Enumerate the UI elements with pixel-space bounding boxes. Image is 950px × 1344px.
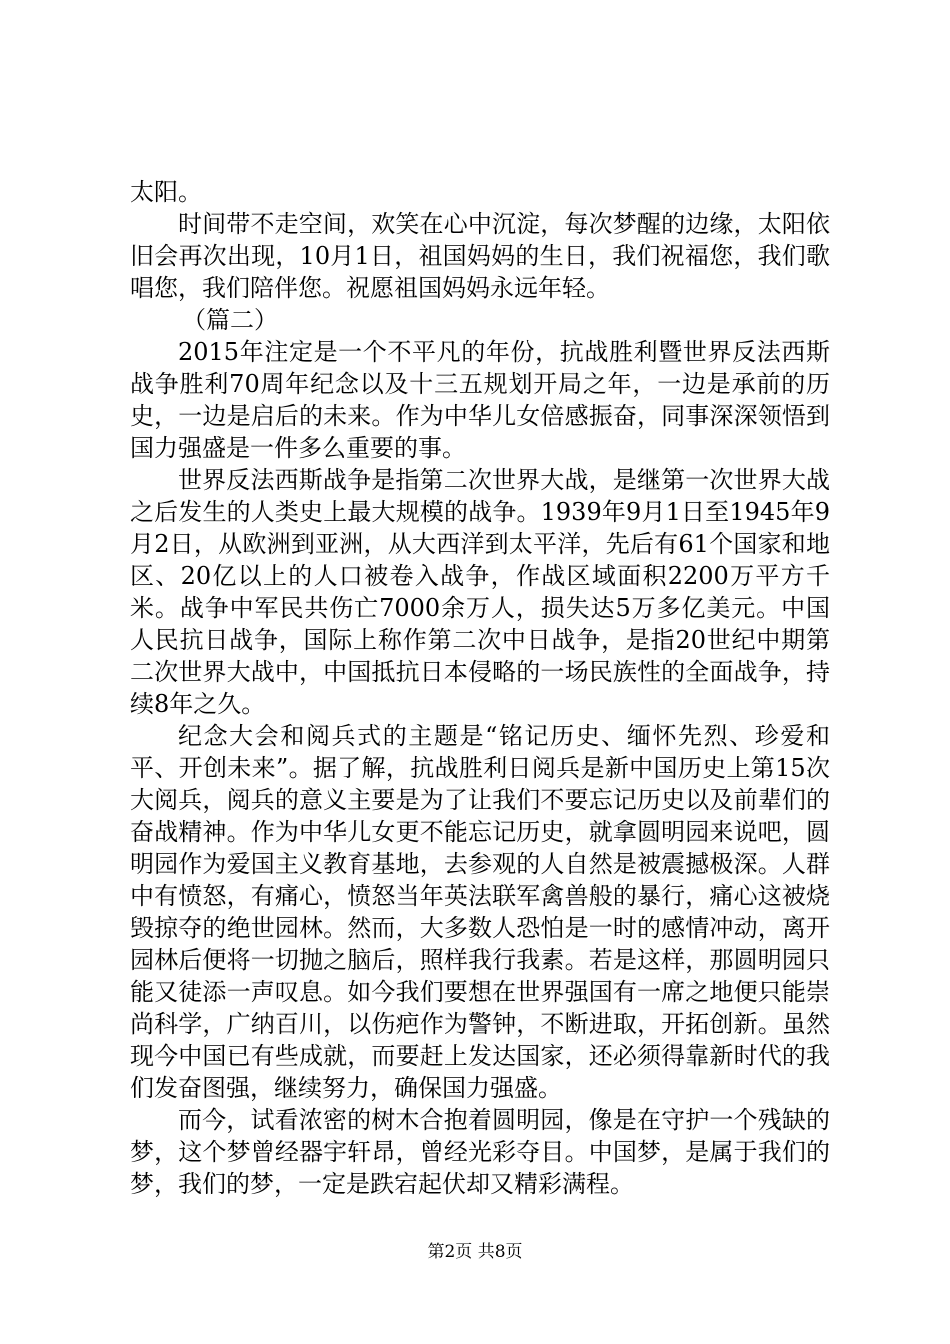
page-number-footer: 第2页 共8页 [427, 1242, 523, 1262]
document-body [130, 176, 830, 1200]
paragraph-parade: 纪念大会和阅兵式的主题是“铭记历史、缅怀先烈、珍爱和平、开创未来”。据了解，抗战胜利日阅兵是新中国历史上第15次大阅兵，阅兵的意义主要是为了让我们不要忘记历史以及前辈们的奋战精神。作为中华儿女更不能忘记历史，就拿圆明园来说吧，圆明园作为爱国主义教育基地，去参观的人自然是被震撼极深。人群中有愤怒，有痛心，愤怒当年英法联军禽兽般的暴行，痛心这被烧毁掠夺的绝世园林。然而，大多数人恐怕是一时的感情冲动，离开园林后便将一切抛之脑后，照样我行我素。若是这样，那圆明园只能又徒添一声叹息。如今我们要想在世界强国有一席之地便只能崇尚科学，广纳百川，以伤疤作为警钟，不断进取，开拓创新。虽然现今中国已有些成就，而要赶上发达国家，还必须得靠新时代的我们发奋图强，继续努力，确保国力强盛。 [130, 722, 830, 1102]
paragraph-continuation: 太阳。 [130, 178, 202, 206]
paragraph-chinese-dream: 而今，试看浓密的树木合抱着圆明园，像是在守护一个残缺的梦，这个梦曾经器宇轩昂，曾经光彩夺目。中国梦，是属于我们的梦，我们的梦，一定是跌宕起伏却又精彩满程。 [130, 1106, 830, 1198]
paragraph-world-war: 世界反法西斯战争是指第二次世界大战，是继第一次世界大战之后发生的人类史上最大规模的战争。1939年9月1日至1945年9月2日，从欧洲到亚洲，从大西洋到太平洋，先后有61个国家和地区、20亿以上的人口被卷入战争，作战区域面积2200万平方千米。战争中军民共伤亡7000余万人，损失达5万多亿美元。中国人民抗日战争，国际上称作第二次中日战争，是指20世纪中期第二次世界大战中，中国抵抗日本侵略的一场民族性的全面战争，持续8年之久。 [130, 466, 830, 718]
section-heading: （篇二） [182, 306, 278, 334]
paragraph-2015: 2015年注定是一个不平凡的年份，抗战胜利暨世界反法西斯战争胜利70周年纪念以及十三五规划开局之年，一边是承前的历史，一边是启后的未来。作为中华儿女倍感振奋，同事深深领悟到国力强盛是一件多么重要的事。 [130, 338, 830, 462]
paragraph-time-and-sun: 时间带不走空间，欢笑在心中沉淀，每次梦醒的边缘，太阳依旧会再次出现，10月1日，祖国妈妈的生日，我们祝福您，我们歌唱您，我们陪伴您。祝愿祖国妈妈永远年轻。 [130, 210, 830, 302]
